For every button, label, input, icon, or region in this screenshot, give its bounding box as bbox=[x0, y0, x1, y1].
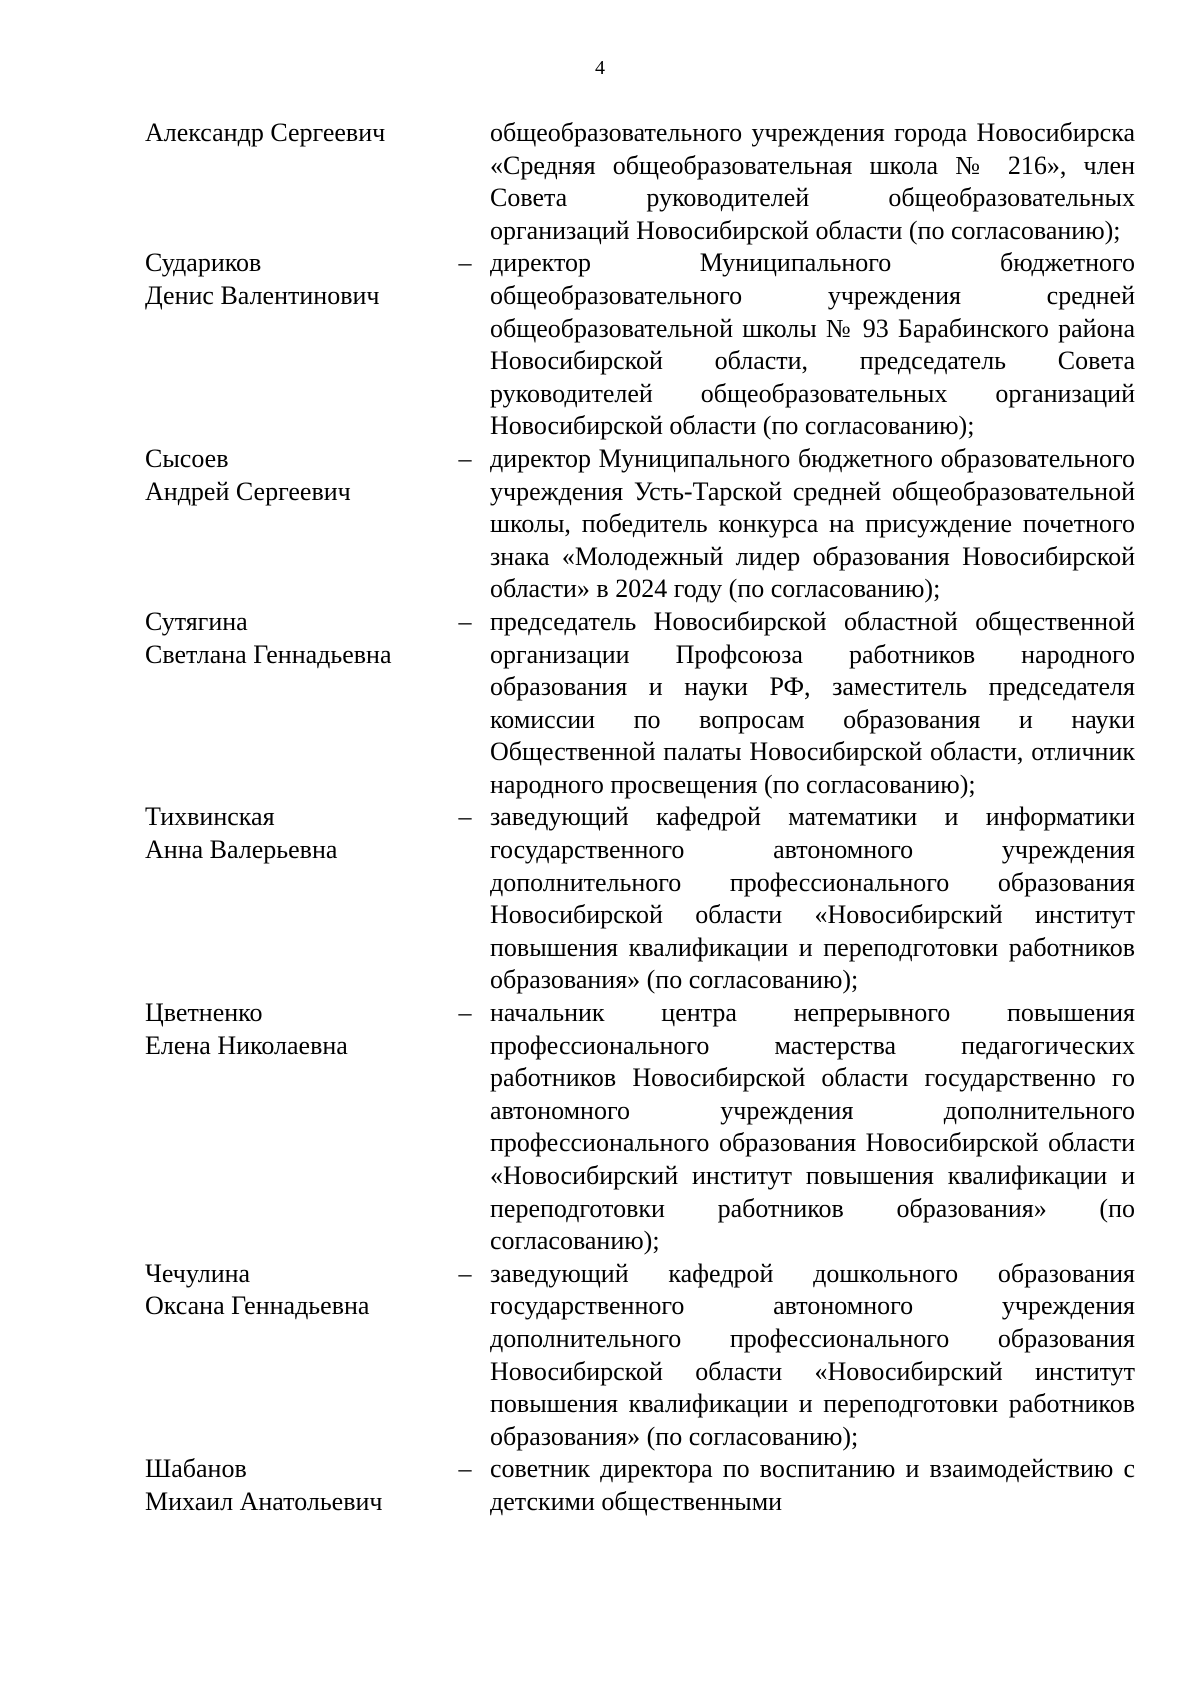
member-list bbox=[145, 117, 1135, 1519]
member-surname: Сутягина bbox=[145, 606, 248, 636]
member-description: советник директора по воспитанию и взаимодействию с детскими общественными bbox=[490, 1454, 1135, 1516]
page-number: 4 bbox=[595, 57, 605, 79]
member-surname: Шабанов bbox=[145, 1454, 247, 1484]
member-name bbox=[145, 117, 440, 247]
member-description: директор Муниципального бюджетного общеобразовательного учреждения средней общеобразовательной школы № 93 Барабинского района Новосибирской области, председатель Совета руководителей общеобразовательных организаций Новосибирской области (по согласованию); bbox=[490, 248, 1135, 441]
member-surname: Чечулина bbox=[145, 1258, 251, 1288]
member-given-names: Михаил Анатольевич bbox=[145, 1486, 383, 1516]
member-name bbox=[145, 1258, 440, 1454]
member-name bbox=[145, 606, 440, 802]
dash-separator bbox=[440, 117, 490, 247]
member-description: заведующий кафедрой математики и информатики государственного автономного учреждения дополнительного профессионального образования Новосибирской области «Новосибирский институт повышения квалификации и переподготовки работников образования» (по согласованию); bbox=[490, 802, 1135, 995]
dash-separator: – bbox=[458, 802, 472, 832]
dash-separator: – bbox=[458, 998, 472, 1028]
member-given-names: Елена Николаевна bbox=[145, 1030, 348, 1060]
member-given-names: Александр Сергеевич bbox=[145, 118, 386, 147]
list-item bbox=[145, 1453, 1135, 1518]
member-name bbox=[145, 247, 440, 443]
list-item bbox=[145, 606, 1135, 802]
member-description: директор Муниципального бюджетного образовательного учреждения Усть-Тарской средней общеобразовательной школы, победитель конкурса на присуждение почетного знака «Молодежный лидер образования Новосибирской области» в 2024 году (по согласованию); bbox=[490, 443, 1135, 604]
member-name bbox=[145, 997, 440, 1258]
member-description: заведующий кафедрой дошкольного образования государственного автономного учреждения дополнительного профессионального образования Новосибирской области «Новосибирский институт повышения квалификации и переподготовки работников образования» (по согласованию); bbox=[490, 1258, 1135, 1451]
member-name bbox=[145, 443, 440, 606]
member-given-names: Андрей Сергеевич bbox=[145, 476, 351, 506]
list-item bbox=[145, 117, 1135, 247]
list-item bbox=[145, 801, 1135, 997]
member-surname: Тихвинская bbox=[145, 802, 275, 832]
member-given-names: Анна Валерьевна bbox=[145, 835, 338, 865]
list-item bbox=[145, 1258, 1135, 1454]
member-given-names: Оксана Геннадьевна bbox=[145, 1291, 370, 1321]
dash-separator: – bbox=[458, 1258, 472, 1288]
dash-separator: – bbox=[458, 248, 472, 278]
member-surname: Цветненко bbox=[145, 998, 263, 1028]
list-item bbox=[145, 443, 1135, 606]
member-description: начальник центра непрерывного повышения профессионального мастерства педагогических работников Новосибирской области государственно го автономного учреждения дополнительного профессионального образования Новосибирской области «Новосибирский институт повышения квалификации и переподготовки работников образования» (по согласованию); bbox=[490, 998, 1135, 1256]
member-name bbox=[145, 1453, 440, 1518]
member-description: председатель Новосибирской областной общественной организации Профсоюза работников народного образования и науки РФ, заместитель председателя комиссии по вопросам образования и науки Общественной палаты Новосибирской области, отличник народного просвещения (по согласованию); bbox=[490, 606, 1135, 799]
member-name bbox=[145, 801, 440, 997]
member-description: общеобразовательного учреждения города Новосибирска «Средняя общеобразовательная школа № 216», член Совета руководителей общеобразовательных организаций Новосибирской области (по согласованию); bbox=[490, 118, 1135, 245]
member-surname: Сысоев bbox=[145, 443, 229, 473]
member-surname: Судариков bbox=[145, 248, 262, 278]
dash-separator: – bbox=[458, 443, 472, 473]
list-item bbox=[145, 997, 1135, 1258]
dash-separator: – bbox=[458, 1454, 472, 1484]
member-given-names: Денис Валентинович bbox=[145, 280, 380, 310]
member-given-names: Светлана Геннадьевна bbox=[145, 639, 392, 669]
dash-separator: – bbox=[458, 606, 472, 636]
list-item bbox=[145, 247, 1135, 443]
